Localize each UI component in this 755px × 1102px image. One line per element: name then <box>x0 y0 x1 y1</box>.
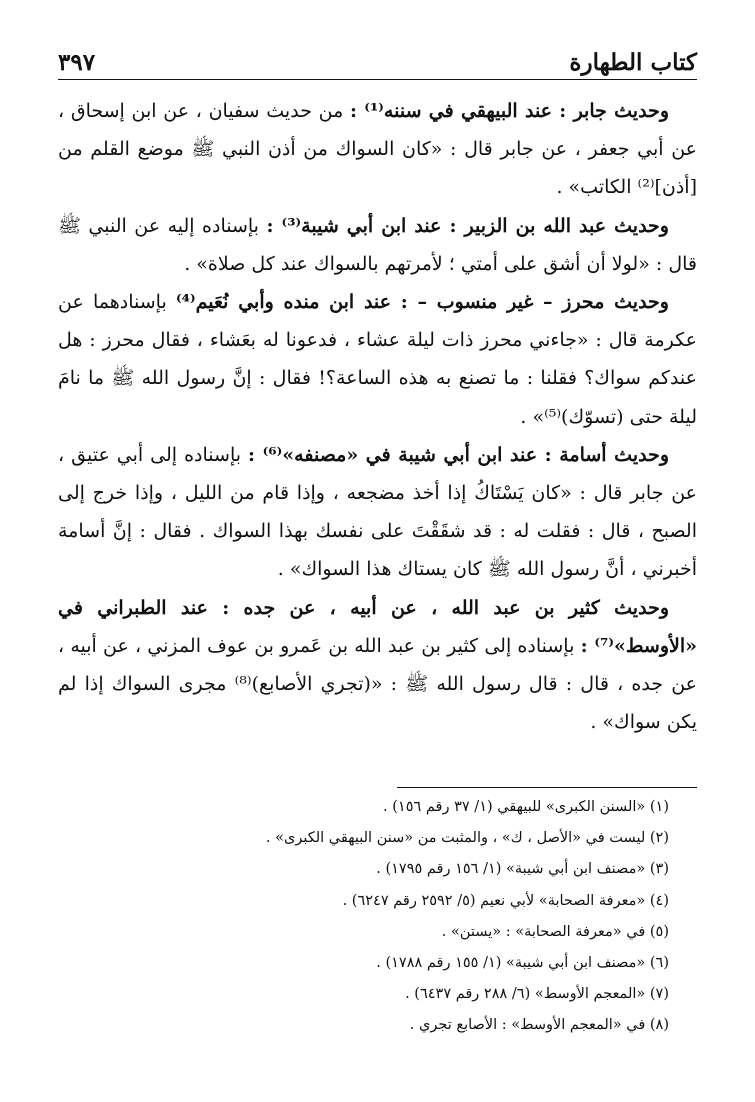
header-rule <box>58 79 697 80</box>
narration-text: بإسنادهما عن عكرمة قال : «جاءني محرز ذات ليلة عشاء ، فدعونا له بعَشاء ، فقال محرز : هل عندكم سواك؟ فقلنا : ما تصنع به هذه الساعة؟! فقال : إنَّ رسول الله ﷺ ما نامَ ليلة حتى (تسوّك)⁽⁵⁾» . <box>58 291 697 428</box>
main-text <box>58 92 697 741</box>
narration-lead: وحديث عبد الله بن الزبير : عند ابن أبي شيبة⁽³⁾ : <box>266 214 669 237</box>
narration-text: بإسناده إليه عن النبي ﷺ قال : «لولا أن أشق على أمتي ؛ لأمرتهم بالسواك عند كل صلاة» . <box>58 214 697 275</box>
narration-lead: وحديث كثير بن عبد الله ، عن أبيه ، عن جده : عند الطبراني في «الأوسط»⁽⁷⁾ : <box>58 596 697 657</box>
narration-lead: وحديث أسامة : عند ابن أبي شيبة في «مصنفه»⁽⁶⁾ : <box>248 443 669 466</box>
footnote: (٦) «مصنف ابن أبي شيبة» (١/ ١٥٥ رقم ١٧٨٨) . <box>376 955 669 972</box>
paragraph-kathir <box>58 589 697 742</box>
footnote: (٤) «معرفة الصحابة» لأبي نعيم (٥/ ٢٥٩٢ رقم ٦٢٤٧) . <box>342 892 669 909</box>
footnote: (٨) في «المعجم الأوسط» : الأصابع تجري . <box>409 1017 669 1034</box>
narration-lead: وحديث جابر : عند البيهقي في سننه⁽¹⁾ : <box>349 100 669 122</box>
running-header <box>58 36 697 76</box>
page-number: ٣٩٧ <box>58 49 96 76</box>
narration-text: من حديث سفيان ، عن ابن إسحاق ، عن أبي جعفر ، عن جابر قال : «كان السواك من أذن النبي ﷺ موضع القلم من [أذن]⁽²⁾ الكاتب» . <box>58 100 697 199</box>
narration-text: بإسناده إلى أبي عتيق ، عن جابر قال : «كان يَسْتَاكُ إذا أخذ مضجعه ، وإذا قام من الليل ، وإذا خرج إلى الصبح ، قال : فقلت له : قد شقَقْتَ على نفسك بهذا السواك . فقال : إنَّ أسامة أخبرني ، أنَّ رسول الله ﷺ كان يستاك هذا السواك» . <box>58 443 697 581</box>
paragraph-usama <box>58 436 697 589</box>
footnote: (١) «السنن الكبرى» للبيهقي (١/ ٣٧ رقم ١٥٦) . <box>383 799 669 815</box>
paragraph-ibn-zubayr <box>58 207 697 283</box>
paragraph-jabir <box>58 92 697 207</box>
footnote: (٧) «المعجم الأوسط» (٦/ ٢٨٨ رقم ٦٤٣٧) . <box>405 986 669 1003</box>
paragraph-muhriz <box>58 283 697 436</box>
footnotes <box>58 792 697 1042</box>
narration-lead: وحديث محرز – غير منسوب – : عند ابن منده وأبي نُعَيم⁽⁴⁾ <box>175 291 669 314</box>
footnote: (٥) في «معرفة الصحابة» : «يستن» . <box>441 923 669 940</box>
chapter-title: كتاب الطهارة <box>569 49 697 76</box>
footnote-divider <box>397 787 697 788</box>
narration-text: بإسناده إلى كثير بن عبد الله بن عَمرو بن عوف المزني ، عن أبيه ، عن جده ، قال : قال رسول الله ﷺ : «(تجري الأصابع)⁽⁸⁾ مجرى السواك إذا لم يكن سواك» . <box>58 634 697 734</box>
footnote: (٣) «مصنف ابن أبي شيبة» (١/ ١٥٦ رقم ١٧٩٥) . <box>376 861 669 878</box>
footnote: (٢) ليست في «الأصل ، ك» ، والمثبت من «سنن البيهقي الكبرى» . <box>265 830 669 847</box>
